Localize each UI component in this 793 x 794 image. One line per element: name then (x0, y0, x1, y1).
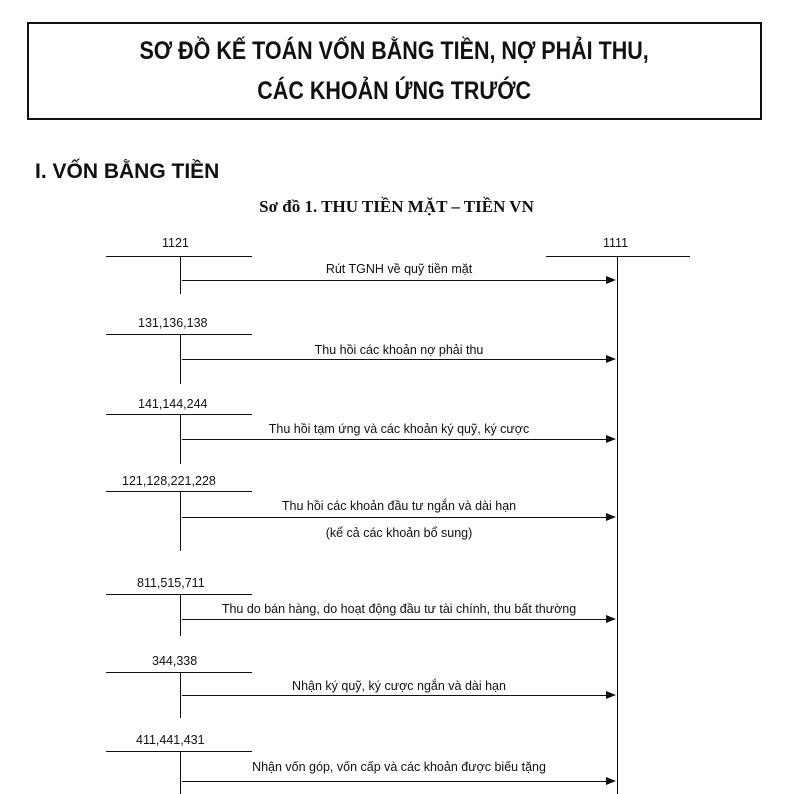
source-account-label: 411,441,431 (136, 733, 205, 747)
arrow-right-icon (606, 777, 616, 785)
section-heading: I. VỐN BẰNG TIỀN (35, 160, 220, 183)
target-account-label: 1111 (603, 236, 629, 250)
source-account-label: 1121 (162, 236, 189, 250)
source-account-vertical-line (180, 414, 181, 464)
diagram-caption: Sơ đồ 1. THU TIỀN MẶT – TIỀN VN (259, 197, 534, 216)
flow-arrow-line (182, 781, 608, 782)
source-account-label: 811,515,711 (137, 576, 205, 590)
page-title-line-2: CÁC KHOẢN ỨNG TRƯỚC (257, 77, 532, 105)
source-account-top-line (106, 334, 252, 335)
source-account-top-line (106, 594, 252, 595)
source-account-label: 131,136,138 (138, 316, 208, 330)
flow-description: Rút TGNH về quỹ tiền mặt (325, 262, 473, 276)
arrow-right-icon (606, 276, 616, 284)
source-account-vertical-line (180, 594, 181, 636)
source-account-top-line (106, 256, 252, 257)
source-account-vertical-line (180, 672, 181, 718)
arrow-right-icon (606, 513, 616, 521)
source-account-vertical-line (180, 491, 181, 551)
source-account-label: 121,128,221,228 (122, 474, 216, 488)
arrow-right-icon (606, 355, 616, 363)
source-account-top-line (106, 751, 252, 752)
source-account-label: 141,144,244 (138, 397, 208, 411)
source-account-vertical-line (180, 256, 181, 294)
source-account-top-line (106, 491, 252, 492)
source-account-vertical-line (180, 334, 181, 384)
flow-description: Thu hồi các khoản đầu tư ngắn và dài hạn (281, 499, 517, 513)
flow-arrow-line (182, 695, 608, 696)
arrow-right-icon (606, 615, 616, 623)
flow-description: Nhận vốn góp, vốn cấp và các khoản được biếu tặng (252, 760, 546, 774)
flow-description: Thu do bán hàng, do hoạt động đầu tư tài chính, thu bất thường (221, 602, 577, 616)
flow-arrow-line (182, 619, 608, 620)
source-account-top-line (106, 414, 252, 415)
source-account-label: 344,338 (152, 654, 198, 668)
flow-arrow-line (182, 517, 608, 518)
flow-arrow-line (182, 359, 608, 360)
flow-arrow-line (182, 280, 608, 281)
page-title-line-1: SƠ ĐỒ KẾ TOÁN VỐN BẰNG TIỀN, NỢ PHẢI THU, (139, 37, 650, 65)
flow-description: Thu hồi tạm ứng và các khoản ký quỹ, ký cược (268, 422, 530, 436)
flow-description: Nhận ký quỹ, ký cược ngắn và dài hạn (292, 679, 506, 693)
arrow-right-icon (606, 435, 616, 443)
flow-arrow-line (182, 439, 608, 440)
target-account-top-line (546, 256, 690, 257)
arrow-right-icon (606, 691, 616, 699)
source-account-top-line (106, 672, 252, 673)
flow-note: (kể cả các khoản bổ sung) (325, 526, 473, 540)
target-account-vertical-line (617, 256, 618, 794)
source-account-vertical-line (180, 751, 181, 794)
title-box (27, 22, 762, 120)
flow-description: Thu hồi các khoản nợ phải thu (314, 343, 484, 357)
